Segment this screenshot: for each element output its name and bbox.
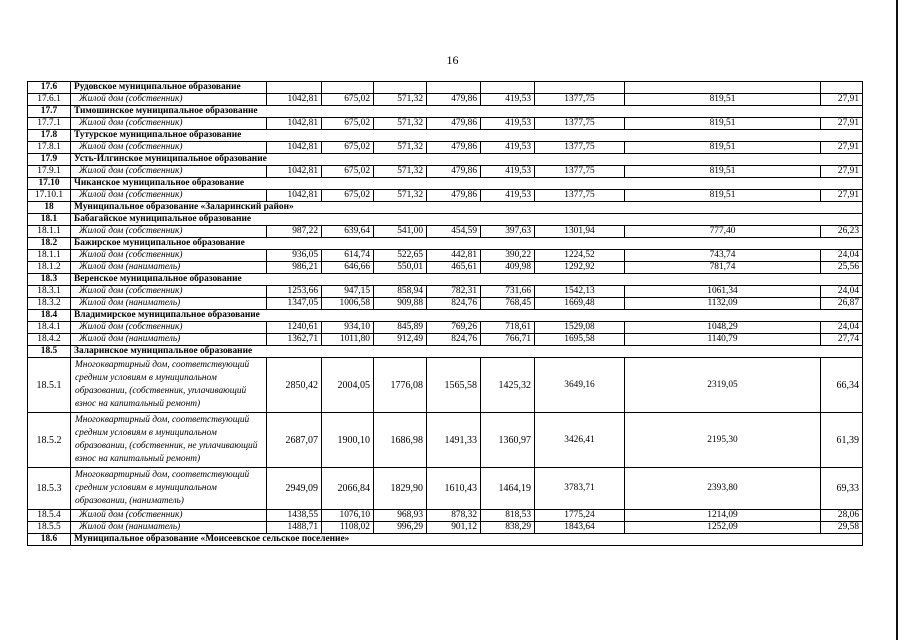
- value-cell: 550,01: [374, 262, 427, 274]
- row-code: 17.7: [28, 106, 71, 118]
- value-cell: 675,02: [322, 94, 374, 106]
- value-cell: 782,31: [427, 286, 481, 298]
- value-cell: 1464,19: [481, 468, 535, 510]
- value-cell: 571,32: [374, 142, 427, 154]
- table-row: [28, 94, 863, 106]
- value-cell: 1042,81: [267, 190, 322, 202]
- value-cell: 390,22: [481, 250, 535, 262]
- value-cell: 1686,98: [374, 413, 427, 468]
- section-name: Заларинское муниципальное образование: [71, 346, 863, 358]
- value-cell: 1042,81: [267, 118, 322, 130]
- value-cell: 675,02: [322, 166, 374, 178]
- value-cell: 1438,55: [267, 510, 322, 522]
- section-row: [28, 154, 863, 166]
- value-cell: 731,66: [481, 286, 535, 298]
- empty-cell: [374, 82, 427, 94]
- value-cell: 1488,71: [267, 522, 322, 534]
- table-row: [28, 226, 863, 238]
- value-cell: 442,81: [427, 250, 481, 262]
- value-cell: 29,58: [821, 522, 863, 534]
- value-cell: 27,74: [821, 334, 863, 346]
- value-cell: 419,53: [481, 94, 535, 106]
- value-cell: 479,86: [427, 94, 481, 106]
- housing-type: Жилой дом (наниматель): [71, 522, 267, 534]
- housing-type: Жилой дом (собственник): [71, 250, 267, 262]
- value-cell: 845,89: [374, 322, 427, 334]
- table-row: [28, 298, 863, 310]
- housing-type: Жилой дом (собственник): [71, 286, 267, 298]
- value-cell: 1132,09: [625, 298, 821, 310]
- empty-cell: [535, 82, 625, 94]
- row-code: 18: [28, 202, 71, 214]
- section-row: [28, 346, 863, 358]
- value-cell: 479,86: [427, 142, 481, 154]
- value-cell: 571,32: [374, 118, 427, 130]
- housing-type: Жилой дом (наниматель): [71, 262, 267, 274]
- value-cell: 3649,16: [535, 358, 625, 413]
- table-row: [28, 262, 863, 274]
- value-cell: 1377,75: [535, 166, 625, 178]
- value-cell: 675,02: [322, 118, 374, 130]
- value-cell: 824,76: [427, 334, 481, 346]
- value-cell: 1253,66: [267, 286, 322, 298]
- value-cell: 61,39: [821, 413, 863, 468]
- value-cell: 2949,09: [267, 468, 322, 510]
- value-cell: 24,04: [821, 286, 863, 298]
- value-cell: 25,56: [821, 262, 863, 274]
- value-cell: 1006,58: [322, 298, 374, 310]
- value-cell: 968,93: [374, 510, 427, 522]
- row-code: 18.5.5: [28, 522, 71, 534]
- value-cell: 838,29: [481, 522, 535, 534]
- row-code: 17.6: [28, 82, 71, 94]
- row-code: 17.8: [28, 130, 71, 142]
- value-cell: 1360,97: [481, 413, 535, 468]
- empty-cell: [481, 82, 535, 94]
- row-code: 18.4.1: [28, 322, 71, 334]
- value-cell: 522,65: [374, 250, 427, 262]
- row-code: 18.1.1: [28, 250, 71, 262]
- value-cell: 1347,05: [267, 298, 322, 310]
- value-cell: 27,91: [821, 118, 863, 130]
- row-code: 18.5.2: [28, 413, 71, 468]
- table-row: [28, 118, 863, 130]
- scan-edge-line: [896, 0, 898, 640]
- value-cell: 1610,43: [427, 468, 481, 510]
- value-cell: 1775,24: [535, 510, 625, 522]
- value-cell: 1042,81: [267, 142, 322, 154]
- table-row: [28, 322, 863, 334]
- value-cell: 1061,34: [625, 286, 821, 298]
- value-cell: 2004,05: [322, 358, 374, 413]
- housing-type: Жилой дом (собственник): [71, 166, 267, 178]
- section-name: Муниципальное образование «Моисеевское сельское поселение»: [71, 534, 863, 546]
- value-cell: 419,53: [481, 166, 535, 178]
- row-code: 17.7.1: [28, 118, 71, 130]
- value-cell: 1042,81: [267, 94, 322, 106]
- housing-type: Многоквартирный дом, соответствующий средним условиям в муниципальном образовании, (наниматель): [71, 468, 267, 510]
- row-code: 18.1.2: [28, 262, 71, 274]
- value-cell: 675,02: [322, 190, 374, 202]
- value-cell: 1076,10: [322, 510, 374, 522]
- value-cell: 571,32: [374, 166, 427, 178]
- value-cell: 1565,58: [427, 358, 481, 413]
- housing-type: Жилой дом (собственник): [71, 510, 267, 522]
- value-cell: 819,51: [625, 118, 821, 130]
- section-name: Тутурское муниципальное образование: [71, 130, 863, 142]
- value-cell: 614,74: [322, 250, 374, 262]
- row-code: 18.5.3: [28, 468, 71, 510]
- row-code: 18.3.1: [28, 286, 71, 298]
- value-cell: 2850,42: [267, 358, 322, 413]
- section-row: [28, 82, 863, 94]
- value-cell: 26,87: [821, 298, 863, 310]
- value-cell: 1011,80: [322, 334, 374, 346]
- value-cell: 986,21: [267, 262, 322, 274]
- value-cell: 1542,13: [535, 286, 625, 298]
- value-cell: 2393,80: [625, 468, 821, 510]
- row-code: 18.1: [28, 214, 71, 226]
- value-cell: 824,76: [427, 298, 481, 310]
- table-row: [28, 250, 863, 262]
- value-cell: 718,61: [481, 322, 535, 334]
- value-cell: 766,71: [481, 334, 535, 346]
- value-cell: 909,88: [374, 298, 427, 310]
- table-row: [28, 334, 863, 346]
- value-cell: 781,74: [625, 262, 821, 274]
- housing-type: Жилой дом (собственник): [71, 94, 267, 106]
- section-name: Бабагайское муниципальное образование: [71, 214, 863, 226]
- value-cell: 27,91: [821, 190, 863, 202]
- section-name: Тимошинское муниципальное образование: [71, 106, 863, 118]
- table-row: [28, 468, 863, 510]
- value-cell: 769,26: [427, 322, 481, 334]
- value-cell: 936,05: [267, 250, 322, 262]
- row-code: 17.10.1: [28, 190, 71, 202]
- value-cell: 1900,10: [322, 413, 374, 468]
- table-row: [28, 166, 863, 178]
- section-name: Муниципальное образование «Заларинский район»: [71, 202, 863, 214]
- empty-cell: [322, 82, 374, 94]
- housing-type: Многоквартирный дом, соответствующий средним условиям в муниципальном образовании, (собственник, не уплачивающий взнос на капитальный ремонт): [71, 413, 267, 468]
- value-cell: 1529,08: [535, 322, 625, 334]
- value-cell: 419,53: [481, 190, 535, 202]
- value-cell: 675,02: [322, 142, 374, 154]
- section-row: [28, 214, 863, 226]
- row-code: 17.9.1: [28, 166, 71, 178]
- row-code: 18.3: [28, 274, 71, 286]
- value-cell: 419,53: [481, 142, 535, 154]
- row-code: 18.4: [28, 310, 71, 322]
- housing-type: Жилой дом (собственник): [71, 142, 267, 154]
- table-body: [28, 82, 863, 546]
- value-cell: 819,51: [625, 142, 821, 154]
- value-cell: 2687,07: [267, 413, 322, 468]
- housing-type: Жилой дом (наниматель): [71, 334, 267, 346]
- value-cell: 1048,29: [625, 322, 821, 334]
- table-row: [28, 286, 863, 298]
- value-cell: 479,86: [427, 118, 481, 130]
- value-cell: 1776,08: [374, 358, 427, 413]
- row-code: 17.6.1: [28, 94, 71, 106]
- value-cell: 541,00: [374, 226, 427, 238]
- value-cell: 1362,71: [267, 334, 322, 346]
- housing-type: Жилой дом (собственник): [71, 226, 267, 238]
- section-row: [28, 106, 863, 118]
- table-row: [28, 413, 863, 468]
- row-code: 17.8.1: [28, 142, 71, 154]
- value-cell: 454,59: [427, 226, 481, 238]
- value-cell: 3783,71: [535, 468, 625, 510]
- value-cell: 1240,61: [267, 322, 322, 334]
- value-cell: 819,51: [625, 190, 821, 202]
- section-name: Чиканское муниципальное образование: [71, 178, 863, 190]
- value-cell: 1292,92: [535, 262, 625, 274]
- section-name: Усть-Илгинское муниципальное образование: [71, 154, 863, 166]
- housing-type: Жилой дом (собственник): [71, 118, 267, 130]
- value-cell: 1252,09: [625, 522, 821, 534]
- value-cell: 479,86: [427, 166, 481, 178]
- value-cell: 2319,05: [625, 358, 821, 413]
- page-number: 16: [446, 53, 459, 67]
- value-cell: 901,12: [427, 522, 481, 534]
- row-code: 18.1.1: [28, 226, 71, 238]
- value-cell: 1425,32: [481, 358, 535, 413]
- value-cell: 1377,75: [535, 118, 625, 130]
- value-cell: 743,74: [625, 250, 821, 262]
- value-cell: 409,98: [481, 262, 535, 274]
- value-cell: 66,34: [821, 358, 863, 413]
- value-cell: 819,51: [625, 94, 821, 106]
- value-cell: 1108,02: [322, 522, 374, 534]
- value-cell: 571,32: [374, 190, 427, 202]
- value-cell: 2195,30: [625, 413, 821, 468]
- empty-cell: [267, 82, 322, 94]
- value-cell: 1377,75: [535, 142, 625, 154]
- value-cell: 1224,52: [535, 250, 625, 262]
- value-cell: 1377,75: [535, 190, 625, 202]
- row-code: 18.3.2: [28, 298, 71, 310]
- value-cell: 24,04: [821, 322, 863, 334]
- row-code: 18.6: [28, 534, 71, 546]
- table-row: [28, 358, 863, 413]
- value-cell: 465,61: [427, 262, 481, 274]
- row-code: 17.9: [28, 154, 71, 166]
- value-cell: 1042,81: [267, 166, 322, 178]
- row-code: 18.2: [28, 238, 71, 250]
- value-cell: 818,53: [481, 510, 535, 522]
- value-cell: 987,22: [267, 226, 322, 238]
- value-cell: 2066,84: [322, 468, 374, 510]
- value-cell: 639,64: [322, 226, 374, 238]
- value-cell: 1491,33: [427, 413, 481, 468]
- housing-type: Жилой дом (собственник): [71, 322, 267, 334]
- row-code: 18.5.1: [28, 358, 71, 413]
- housing-type: Многоквартирный дом, соответствующий средним условиям в муниципальном образовании, (собственник, уплачивающий взнос на капитальный ремонт): [71, 358, 267, 413]
- value-cell: 819,51: [625, 166, 821, 178]
- value-cell: 768,45: [481, 298, 535, 310]
- section-name: Бажирское муниципальное образование: [71, 238, 863, 250]
- value-cell: 27,91: [821, 166, 863, 178]
- value-cell: 1140,79: [625, 334, 821, 346]
- section-row: [28, 310, 863, 322]
- value-cell: 1214,09: [625, 510, 821, 522]
- section-row: [28, 178, 863, 190]
- table-row: [28, 522, 863, 534]
- section-name: Веренское муниципальное образование: [71, 274, 863, 286]
- row-code: 18.5: [28, 346, 71, 358]
- section-row: [28, 130, 863, 142]
- value-cell: 646,66: [322, 262, 374, 274]
- value-cell: 934,10: [322, 322, 374, 334]
- value-cell: 912,49: [374, 334, 427, 346]
- value-cell: 69,33: [821, 468, 863, 510]
- value-cell: 28,06: [821, 510, 863, 522]
- value-cell: 996,29: [374, 522, 427, 534]
- value-cell: 1829,90: [374, 468, 427, 510]
- value-cell: 858,94: [374, 286, 427, 298]
- value-cell: 27,91: [821, 142, 863, 154]
- value-cell: 479,86: [427, 190, 481, 202]
- row-code: 18.4.2: [28, 334, 71, 346]
- empty-cell: [427, 82, 481, 94]
- empty-cell: [625, 82, 821, 94]
- value-cell: 27,91: [821, 94, 863, 106]
- section-row: [28, 534, 863, 546]
- value-cell: 1843,64: [535, 522, 625, 534]
- tariff-table: [27, 81, 863, 546]
- table-row: [28, 190, 863, 202]
- housing-type: Жилой дом (собственник): [71, 190, 267, 202]
- section-name: Рудовское муниципальное образование: [71, 82, 267, 94]
- value-cell: 1669,48: [535, 298, 625, 310]
- value-cell: 419,53: [481, 118, 535, 130]
- table-row: [28, 142, 863, 154]
- value-cell: 1695,58: [535, 334, 625, 346]
- table-row: [28, 510, 863, 522]
- value-cell: 397,63: [481, 226, 535, 238]
- value-cell: 1301,94: [535, 226, 625, 238]
- section-row: [28, 274, 863, 286]
- value-cell: 3426,41: [535, 413, 625, 468]
- value-cell: 777,40: [625, 226, 821, 238]
- value-cell: 24,04: [821, 250, 863, 262]
- section-row: [28, 202, 863, 214]
- value-cell: 1377,75: [535, 94, 625, 106]
- value-cell: 571,32: [374, 94, 427, 106]
- housing-type: Жилой дом (наниматель): [71, 298, 267, 310]
- row-code: 18.5.4: [28, 510, 71, 522]
- section-name: Владимирское муниципальное образование: [71, 310, 863, 322]
- value-cell: 878,32: [427, 510, 481, 522]
- value-cell: 947,15: [322, 286, 374, 298]
- empty-cell: [821, 82, 863, 94]
- value-cell: 26,23: [821, 226, 863, 238]
- row-code: 17.10: [28, 178, 71, 190]
- section-row: [28, 238, 863, 250]
